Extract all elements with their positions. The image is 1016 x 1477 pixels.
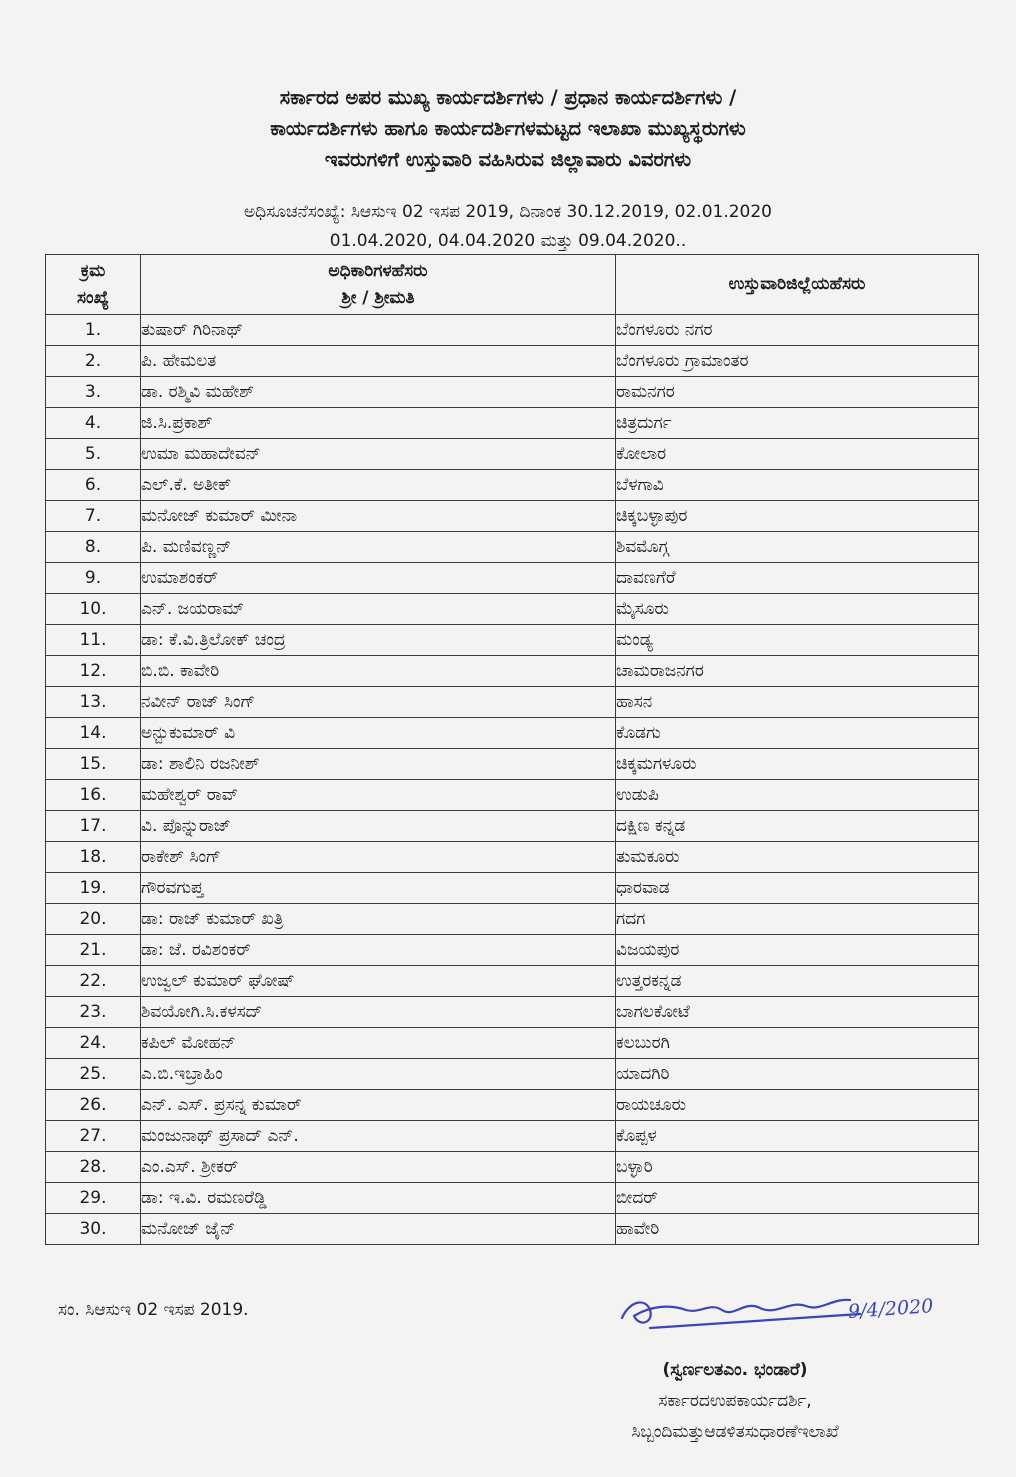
- district-name-cell: ರಾಯಚೂರು: [616, 1090, 979, 1121]
- table-row: [46, 315, 979, 346]
- officer-name-cell: ಅನ್ಬುಕುಮಾರ್ ವಿ: [141, 718, 616, 749]
- table-row: [46, 594, 979, 625]
- district-name-cell: ಧಾರವಾಡ: [616, 873, 979, 904]
- table-row: [46, 1090, 979, 1121]
- officer-name-cell: ತುಷಾರ್ ಗಿರಿನಾಥ್: [141, 315, 616, 346]
- district-name-cell: ರಾಮನಗರ: [616, 377, 979, 408]
- document-title: [0, 82, 1016, 175]
- notification-line-2: 01.04.2020, 04.04.2020 ಮತ್ತು 09.04.2020..: [329, 231, 687, 251]
- district-name-cell: ಮಂಡ್ಯ: [616, 625, 979, 656]
- officer-name-cell: ಮಹೇಶ್ವರ್ ರಾವ್: [141, 780, 616, 811]
- table-row: [46, 501, 979, 532]
- table-row: [46, 563, 979, 594]
- title-line-1: ಸರ್ಕಾರದ ಅಪರ ಮುಖ್ಯ ಕಾರ್ಯದರ್ಶಿಗಳು / ಪ್ರಧಾನ ಕಾರ್ಯದರ್ಶಿಗಳು /: [279, 86, 737, 109]
- header-officer-line-1: ಅಧಿಕಾರಿಗಳಹೆಸರು: [328, 260, 428, 281]
- serial-number-cell: 2.: [46, 346, 141, 377]
- officer-name-cell: ಪಿ. ಮಣಿವಣ್ಣನ್: [141, 532, 616, 563]
- district-name-cell: ದಕ್ಷಿಣ ಕನ್ನಡ: [616, 811, 979, 842]
- signer-name: (ಸ್ವರ್ಣಲತಎಂ. ಭಂಡಾರೆ): [662, 1360, 808, 1380]
- district-name-cell: ಕೊಡಗು: [616, 718, 979, 749]
- serial-number-cell: 30.: [46, 1214, 141, 1245]
- notification-reference: [0, 198, 1016, 256]
- officer-name-cell: ನವೀನ್ ರಾಜ್ ಸಿಂಗ್: [141, 687, 616, 718]
- table-row: [46, 718, 979, 749]
- header-serial-line-1: ಕ್ರಮ: [80, 260, 106, 281]
- signature-date: 9/4/2020: [847, 1295, 935, 1323]
- table-row: [46, 470, 979, 501]
- district-name-cell: ಶಿವಮೊಗ್ಗ: [616, 532, 979, 563]
- officer-name-cell: ಉಜ್ವಲ್ ಕುಮಾರ್ ಘೋಷ್: [141, 966, 616, 997]
- table-row: [46, 439, 979, 470]
- district-name-cell: ಚಿತ್ರದುರ್ಗ: [616, 408, 979, 439]
- serial-number-cell: 10.: [46, 594, 141, 625]
- officer-name-cell: ಉಮಾಶಂಕರ್: [141, 563, 616, 594]
- officer-name-cell: ಶಿವಯೋಗಿ.ಸಿ.ಕಳಸದ್: [141, 997, 616, 1028]
- signer-designation: ಸರ್ಕಾರದಉಪಕಾರ್ಯದರ್ಶಿ,: [658, 1391, 812, 1411]
- table-row: [46, 811, 979, 842]
- officer-name-cell: ಮನೋಜ್ ಜೈನ್: [141, 1214, 616, 1245]
- district-name-cell: ಕೊಪ್ಪಳ: [616, 1121, 979, 1152]
- table-row: [46, 1028, 979, 1059]
- table-row: [46, 997, 979, 1028]
- officer-name-cell: ಬಿ.ಬಿ. ಕಾವೇರಿ: [141, 656, 616, 687]
- officer-name-cell: ಜಿ.ಸಿ.ಪ್ರಕಾಶ್: [141, 408, 616, 439]
- officer-name-cell: ಎನ್. ಜಯರಾಮ್: [141, 594, 616, 625]
- signatory-block: [500, 1355, 970, 1448]
- serial-number-cell: 25.: [46, 1059, 141, 1090]
- officer-name-cell: ಡಾ: ಕೆ.ವಿ.ತ್ರಿಲೋಕ್ ಚಂದ್ರ: [141, 625, 616, 656]
- officer-name-cell: ಎಂ.ಎಸ್. ಶ್ರೀಕರ್: [141, 1152, 616, 1183]
- district-name-cell: ಕಲಬುರಗಿ: [616, 1028, 979, 1059]
- document-reference-number: ಸಂ. ಸಿಆಸುಇ 02 ಇಸಪ 2019.: [58, 1300, 249, 1320]
- district-name-cell: ಬಾಗಲಕೋಟೆ: [616, 997, 979, 1028]
- district-name-cell: ಉಡುಪಿ: [616, 780, 979, 811]
- district-name-cell: ಚಿಕ್ಕಮಗಳೂರು: [616, 749, 979, 780]
- title-line-3: ಇವರುಗಳಿಗೆ ಉಸ್ತುವಾರಿ ವಹಿಸಿರುವ ಜಿಲ್ಲಾವಾರು ವಿವರಗಳು: [324, 148, 692, 171]
- district-name-cell: ಉತ್ತರಕನ್ನಡ: [616, 966, 979, 997]
- serial-number-cell: 26.: [46, 1090, 141, 1121]
- signer-department: ಸಿಬ್ಬಂದಿಮತ್ತುಆಡಳಿತಸುಧಾರಣೆಇಲಾಖೆ: [631, 1422, 839, 1442]
- table-row: [46, 532, 979, 563]
- table-row: [46, 749, 979, 780]
- officer-name-cell: ಡಾ: ಶಾಲಿನಿ ರಜನೀಶ್: [141, 749, 616, 780]
- serial-number-cell: 23.: [46, 997, 141, 1028]
- district-name-cell: ಚಾಮರಾಜನಗರ: [616, 656, 979, 687]
- district-name-cell: ಬೆಂಗಳೂರು ಗ್ರಾಮಾಂತರ: [616, 346, 979, 377]
- table-row: [46, 1121, 979, 1152]
- serial-number-cell: 9.: [46, 563, 141, 594]
- serial-number-cell: 28.: [46, 1152, 141, 1183]
- table-row: [46, 1214, 979, 1245]
- serial-number-cell: 8.: [46, 532, 141, 563]
- table-row: [46, 1059, 979, 1090]
- district-name-cell: ತುಮಕೂರು: [616, 842, 979, 873]
- serial-number-cell: 7.: [46, 501, 141, 532]
- serial-number-cell: 6.: [46, 470, 141, 501]
- officer-name-cell: ರಾಕೇಶ್ ಸಿಂಗ್: [141, 842, 616, 873]
- officers-table: [45, 254, 979, 1245]
- serial-number-cell: 13.: [46, 687, 141, 718]
- officer-name-cell: ಪಿ. ಹೇಮಲತ: [141, 346, 616, 377]
- serial-number-cell: 27.: [46, 1121, 141, 1152]
- district-name-cell: ದಾವಣಗೆರೆ: [616, 563, 979, 594]
- signature: [610, 1270, 990, 1340]
- officer-name-cell: ಕಪಿಲ್ ಮೋಹನ್: [141, 1028, 616, 1059]
- serial-number-cell: 22.: [46, 966, 141, 997]
- serial-number-cell: 19.: [46, 873, 141, 904]
- district-name-cell: ಬೀದರ್: [616, 1183, 979, 1214]
- header-serial-line-2: ಸಂಖ್ಯೆ: [77, 287, 109, 308]
- serial-number-cell: 15.: [46, 749, 141, 780]
- district-name-cell: ವಿಜಯಪುರ: [616, 935, 979, 966]
- district-name-cell: ಯಾದಗಿರಿ: [616, 1059, 979, 1090]
- serial-number-cell: 17.: [46, 811, 141, 842]
- serial-number-cell: 21.: [46, 935, 141, 966]
- header-serial-number: [46, 255, 141, 315]
- district-name-cell: ಕೋಲಾರ: [616, 439, 979, 470]
- serial-number-cell: 14.: [46, 718, 141, 749]
- serial-number-cell: 12.: [46, 656, 141, 687]
- serial-number-cell: 11.: [46, 625, 141, 656]
- table-row: [46, 935, 979, 966]
- officer-name-cell: ಡಾ. ರಶ್ಮಿವಿ ಮಹೇಶ್: [141, 377, 616, 408]
- table-row: [46, 377, 979, 408]
- officer-name-cell: ಎಲ್.ಕೆ. ಅತೀಕ್: [141, 470, 616, 501]
- table-row: [46, 1183, 979, 1214]
- serial-number-cell: 3.: [46, 377, 141, 408]
- table-row: [46, 1152, 979, 1183]
- table-row: [46, 408, 979, 439]
- serial-number-cell: 1.: [46, 315, 141, 346]
- district-name-cell: ಗದಗ: [616, 904, 979, 935]
- table-row: [46, 780, 979, 811]
- officer-name-cell: ಡಾ: ಇ.ವಿ. ರಮಣರೆಡ್ಡಿ: [141, 1183, 616, 1214]
- officer-name-cell: ಉಮಾ ಮಹಾದೇವನ್: [141, 439, 616, 470]
- district-name-cell: ಬೆಳಗಾವಿ: [616, 470, 979, 501]
- officer-name-cell: ಎ.ಬಿ.ಇಬ್ರಾಹಿಂ: [141, 1059, 616, 1090]
- header-officer-name: [141, 255, 616, 315]
- district-name-cell: ಬೆಂಗಳೂರು ನಗರ: [616, 315, 979, 346]
- serial-number-cell: 4.: [46, 408, 141, 439]
- district-name-cell: ಹಾವೇರಿ: [616, 1214, 979, 1245]
- serial-number-cell: 20.: [46, 904, 141, 935]
- officer-name-cell: ಗೌರವಗುಪ್ತ: [141, 873, 616, 904]
- table-row: [46, 873, 979, 904]
- header-officer-line-2: ಶ್ರೀ / ಶ್ರೀಮತಿ: [341, 287, 415, 308]
- serial-number-cell: 24.: [46, 1028, 141, 1059]
- notification-line-1: ಅಧಿಸೂಚನೆಸಂಖ್ಯೆ: ಸಿಆಸುಇ 02 ಇಸಪ 2019, ದಿನಾಂಕ 30.12.2019, 02.01.2020: [243, 202, 772, 222]
- district-name-cell: ಬಳ್ಳಾರಿ: [616, 1152, 979, 1183]
- district-name-cell: ಹಾಸನ: [616, 687, 979, 718]
- district-name-cell: ಚಿಕ್ಕಬಳ್ಳಾಪುರ: [616, 501, 979, 532]
- serial-number-cell: 5.: [46, 439, 141, 470]
- table-row: [46, 656, 979, 687]
- table-row: [46, 904, 979, 935]
- title-line-2: ಕಾರ್ಯದರ್ಶಿಗಳು ಹಾಗೂ ಕಾರ್ಯದರ್ಶಿಗಳಮಟ್ಟದ ಇಲಾಖಾ ಮುಖ್ಯಸ್ಥರುಗಳು: [270, 117, 746, 140]
- table-row: [46, 346, 979, 377]
- officer-name-cell: ವಿ. ಪೊನ್ನುರಾಜ್: [141, 811, 616, 842]
- district-name-cell: ಮೈಸೂರು: [616, 594, 979, 625]
- officer-name-cell: ಮಂಜುನಾಥ್ ಪ್ರಸಾದ್ ಎನ್.: [141, 1121, 616, 1152]
- header-district-name: ಉಸ್ತುವಾರಿಜಿಲ್ಲೆಯಹೆಸರು: [616, 255, 979, 315]
- serial-number-cell: 16.: [46, 780, 141, 811]
- serial-number-cell: 29.: [46, 1183, 141, 1214]
- officer-name-cell: ಮನೋಜ್ ಕುಮಾರ್ ಮೀನಾ: [141, 501, 616, 532]
- table-row: [46, 966, 979, 997]
- table-row: [46, 842, 979, 873]
- table-header-row: [46, 255, 979, 315]
- officer-name-cell: ಡಾ: ಜೆ. ರವಿಶಂಕರ್: [141, 935, 616, 966]
- officer-name-cell: ಡಾ: ರಾಜ್ ಕುಮಾರ್ ಖತ್ರಿ: [141, 904, 616, 935]
- table-row: [46, 625, 979, 656]
- serial-number-cell: 18.: [46, 842, 141, 873]
- officer-name-cell: ಎನ್. ಎಸ್. ಪ್ರಸನ್ನ ಕುಮಾರ್: [141, 1090, 616, 1121]
- table-row: [46, 687, 979, 718]
